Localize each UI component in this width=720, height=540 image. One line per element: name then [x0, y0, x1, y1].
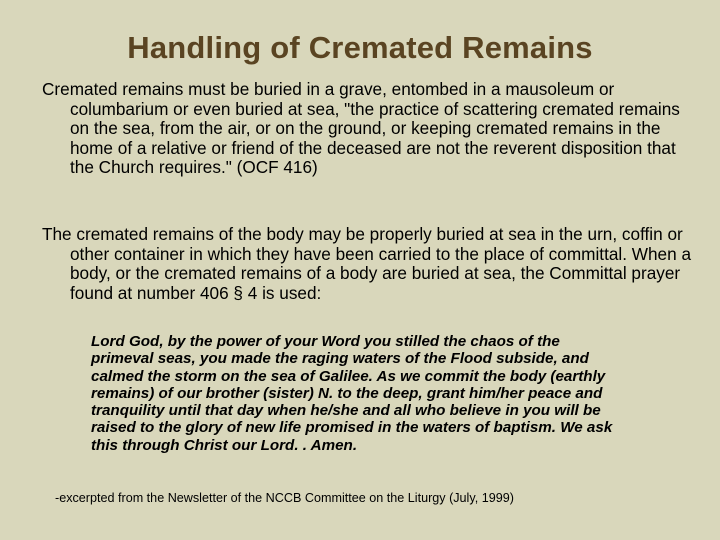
slide-title: Handling of Cremated Remains	[127, 30, 593, 65]
committal-prayer: Lord God, by the power of your Word you stilled the chaos of the primeval seas, you made the raging waters of the Flood subside, and calmed the storm on the sea of Galilee. As we commit the body (earthly remains) of our brother (sister) N. to the deep, grant him/her peace and tranquility until that day when he/she and all who believe in you will be raised to the glory of new life promised in the waters of baptism. We ask this through Christ our Lord. . Amen.	[91, 333, 613, 454]
paragraph-disposition-rules: Cremated remains must be buried in a grave, entombed in a mausoleum or columbarium or even buried at sea, "the practice of scattering cremated remains on the sea, from the air, or on the ground, or keeping cremated remains in the home of a relative or friend of the deceased are not the reverent disposition that the Church requires." (OCF 416)	[42, 79, 680, 178]
source-credit: -excerpted from the Newsletter of the NCCB Committee on the Liturgy (July, 1999)	[55, 491, 514, 505]
paragraph-burial-at-sea: The cremated remains of the body may be properly buried at sea in the urn, coffin or other container in which they have been carried to the place of committal. When a body, or the cremated remains of a body are buried at sea, the Committal prayer found at number 406 § 4 is used:	[42, 224, 691, 303]
